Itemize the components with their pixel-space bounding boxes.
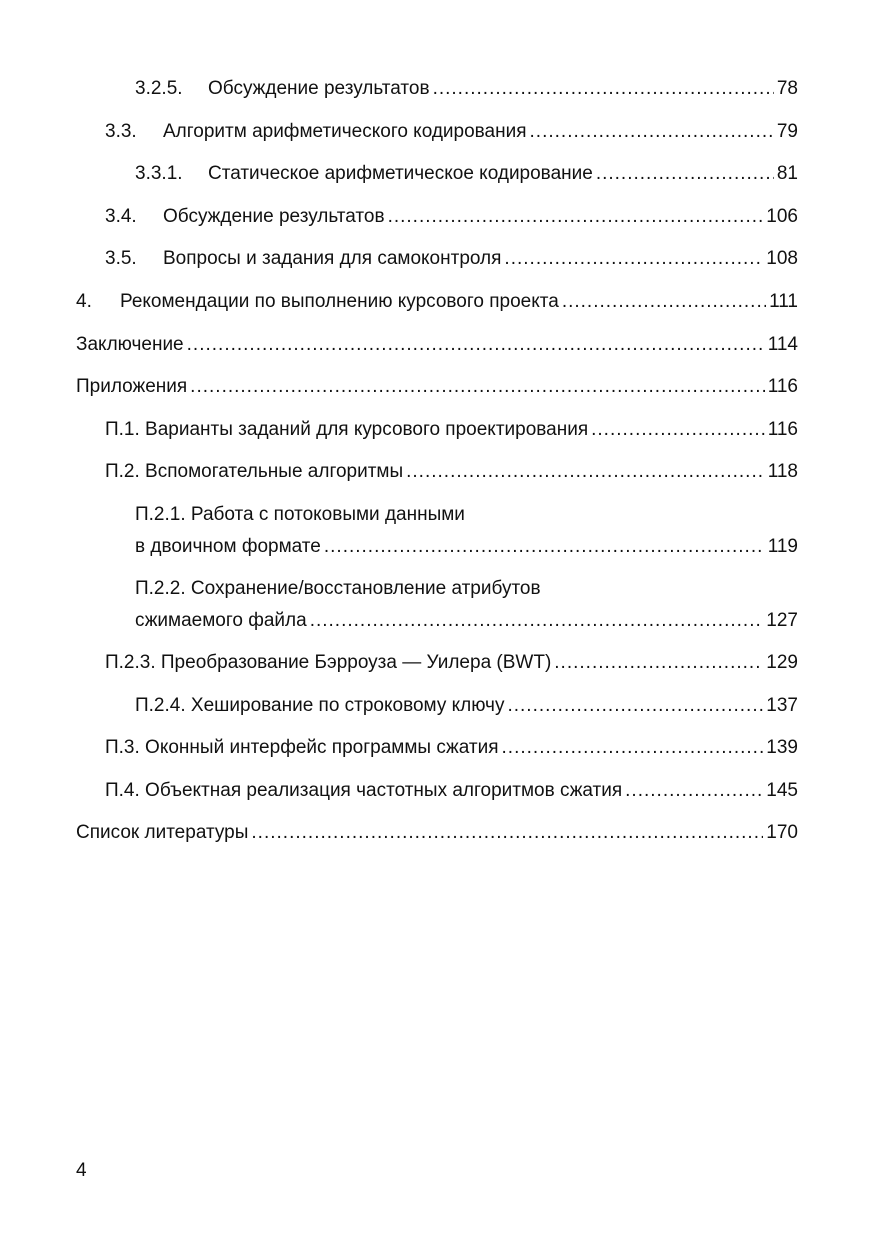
toc-leader-dots	[324, 530, 765, 564]
toc-entry	[76, 455, 798, 498]
toc-row	[105, 774, 798, 808]
toc-row	[105, 242, 798, 276]
toc-entry-page: 106	[766, 205, 798, 227]
toc-entry-page: 137	[766, 694, 798, 716]
toc-entry-label: Вопросы и задания для самоконтроля	[163, 248, 502, 270]
toc-entry-page: 129	[766, 651, 798, 673]
toc-entry-number: 3.2.5.	[135, 78, 183, 99]
toc-entry-label: Алгоритм арифметического кодирования	[163, 120, 527, 142]
toc-entry-label: Рекомендации по выполнению курсового проекта	[120, 290, 559, 312]
toc-row	[135, 604, 798, 638]
toc-leader-dots	[406, 455, 765, 489]
toc-row	[135, 72, 798, 106]
toc-row	[135, 530, 798, 564]
toc-entry-label: Обсуждение результатов	[208, 78, 430, 99]
toc-entry-page: 116	[767, 418, 798, 440]
toc-row	[135, 157, 798, 191]
toc-entry	[76, 72, 798, 115]
toc-row	[76, 285, 798, 319]
toc-entry-page: 170	[766, 822, 798, 844]
toc-entry-label: Статическое арифметическое кодирование	[208, 163, 593, 185]
toc-entry-number: 3.3.1.	[135, 163, 183, 185]
toc-row	[76, 328, 798, 362]
toc-leader-dots	[591, 413, 765, 447]
toc-entry-label-line1: П.2.1. Работа с потоковыми данными	[135, 503, 465, 525]
toc-entry	[76, 200, 798, 243]
toc-row	[76, 370, 798, 404]
table-of-contents	[76, 72, 798, 859]
toc-entry-label: П.2. Вспомогательные алгоритмы	[105, 461, 404, 483]
toc-entry	[76, 646, 798, 689]
toc-row	[105, 413, 798, 447]
toc-entry	[76, 285, 798, 328]
toc-leader-dots	[502, 731, 764, 765]
toc-entry-number: 4.	[76, 290, 92, 312]
toc-entry	[76, 328, 798, 371]
page-number: 4	[76, 1160, 87, 1181]
toc-entry	[76, 242, 798, 285]
toc-entry-page: 114	[767, 333, 798, 355]
toc-entry-number: 3.3.	[105, 120, 137, 142]
toc-row	[76, 816, 798, 850]
toc-leader-dots	[190, 370, 765, 404]
toc-entry-label: П.3. Оконный интерфейс программы сжатия	[105, 737, 499, 759]
toc-entry-label: П.2.4. Хеширование по строковому ключу	[135, 694, 505, 716]
toc-entry-number: 3.5.	[105, 248, 137, 270]
toc-entry-page: 139	[766, 737, 798, 759]
toc-row	[105, 731, 798, 765]
toc-leader-dots	[187, 328, 765, 362]
toc-entry-page: 145	[766, 779, 798, 801]
toc-leader-dots	[388, 200, 764, 234]
toc-entry-label: сжимаемого файла	[135, 609, 307, 631]
toc-leader-dots	[310, 604, 764, 638]
toc-row	[105, 455, 798, 489]
toc-entry	[76, 731, 798, 774]
toc-leader-dots	[433, 72, 774, 106]
toc-entry-label: Приложения	[76, 376, 188, 398]
toc-entry	[76, 157, 798, 200]
toc-entry-page: 119	[767, 535, 798, 557]
toc-entry-number: 3.4.	[105, 205, 137, 227]
toc-row	[135, 689, 798, 723]
toc-leader-dots	[562, 285, 766, 319]
toc-entry-page: 79	[776, 120, 798, 142]
toc-row	[105, 646, 798, 680]
toc-leader-dots	[530, 115, 774, 149]
toc-entry-label: Обсуждение результатов	[163, 205, 385, 227]
toc-entry-page: 116	[767, 376, 798, 398]
toc-leader-dots	[596, 157, 774, 191]
toc-entry-page: 108	[766, 248, 798, 270]
toc-entry-page: 78	[776, 78, 798, 99]
toc-leader-dots	[507, 689, 763, 723]
toc-leader-dots	[251, 816, 763, 850]
toc-entry	[76, 115, 798, 158]
toc-row	[105, 115, 798, 149]
toc-entry-label: Заключение	[76, 333, 184, 355]
toc-entry	[76, 370, 798, 413]
toc-leader-dots	[554, 646, 763, 680]
toc-entry	[76, 413, 798, 456]
toc-entry	[76, 816, 798, 859]
toc-entry-label: Список литературы	[76, 822, 249, 844]
toc-entry-label: П.2.3. Преобразование Бэрроуза — Уилера (BWT)	[105, 651, 552, 673]
toc-entry-label: в двоичном формате	[135, 535, 321, 557]
toc-entry-page: 127	[766, 609, 798, 631]
toc-entry-page: 81	[776, 163, 798, 185]
toc-entry	[76, 572, 798, 646]
toc-entry	[76, 774, 798, 817]
toc-entry-label-line1: П.2.2. Сохранение/восстановление атрибутов	[135, 577, 541, 599]
toc-entry-label: П.4. Объектная реализация частотных алгоритмов сжатия	[105, 779, 623, 801]
toc-entry-label: П.1. Варианты заданий для курсового проектирования	[105, 418, 589, 440]
toc-entry	[76, 498, 798, 572]
toc-entry-page: 118	[767, 461, 798, 483]
toc-row	[105, 200, 798, 234]
toc-leader-dots	[504, 242, 763, 276]
toc-entry	[76, 689, 798, 732]
toc-entry-page: 111	[769, 290, 798, 312]
toc-leader-dots	[625, 774, 763, 808]
